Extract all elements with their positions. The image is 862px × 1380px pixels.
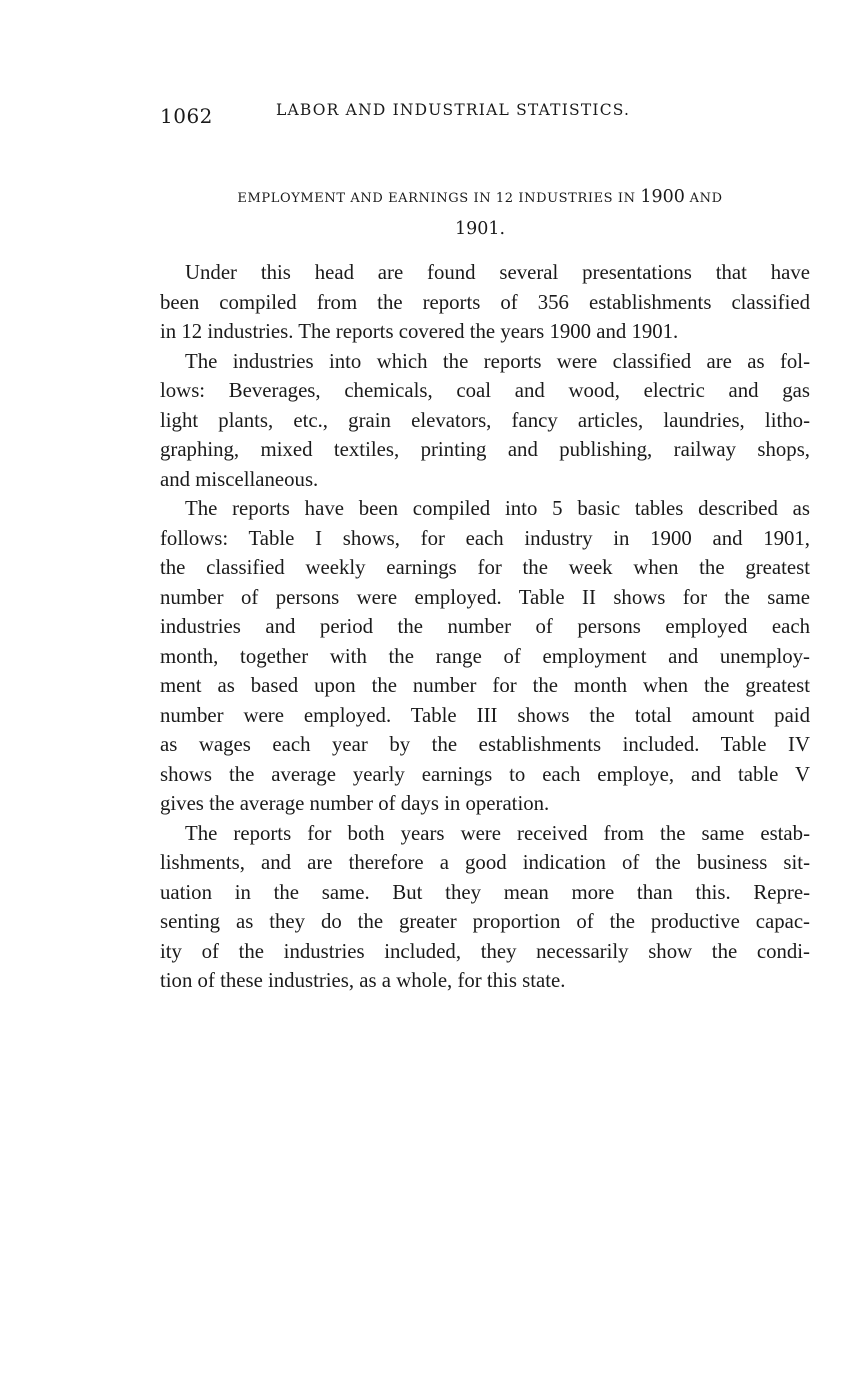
text-line: lishments, and are therefore a good indication of the business sit- [160, 851, 810, 874]
text-line: lows: Beverages, chemicals, coal and wood, electric and gas [160, 379, 810, 402]
text-line: graphing, mixed textiles, printing and publishing, railway shops, [160, 438, 810, 461]
section-title-and: AND [684, 191, 723, 206]
text-line: shows the average yearly earnings to each employe, and table V [160, 762, 810, 786]
paragraph [160, 258, 810, 347]
text-line: ity of the industries included, they necessarily show the condi- [160, 939, 810, 963]
text-line: Under this head are found several presentations that have [185, 261, 810, 284]
text-line: the classified weekly earnings for the week when the greatest [160, 556, 810, 579]
section-title-line-2: 1901. [454, 219, 506, 239]
text-line: The industries into which the reports were classified are as fol- [185, 349, 810, 373]
text-line: The reports have been compiled into 5 basic tables described as [185, 497, 810, 520]
text-line: industries and period the number of persons employed each [160, 615, 810, 638]
text-line: tion of these industries, as a whole, for this state. [160, 969, 566, 992]
text-line: number of persons were employed. Table II shows for the same [160, 585, 810, 609]
section-title [150, 182, 810, 244]
text-line: been compiled from the reports of 356 establishments classified [160, 290, 810, 314]
text-line: gives the average number of days in operation. [160, 792, 550, 815]
body-text [160, 258, 810, 996]
text-line: in 12 industries. The reports covered the years 1900 and 1901. [160, 320, 679, 343]
paragraph [160, 819, 810, 996]
text-line: ment as based upon the number for the month when the greatest [160, 674, 810, 697]
paragraph [160, 494, 810, 819]
text-line: number were employed. Table III shows the total amount paid [160, 703, 810, 727]
page-number: 1062 [160, 104, 213, 128]
text-line: The reports for both years were received from the same estab- [185, 821, 810, 845]
running-head: LABOR AND INDUSTRIAL STATISTICS. [276, 101, 631, 119]
text-line: and miscellaneous. [160, 467, 319, 491]
text-line: light plants, etc., grain elevators, fancy articles, laundries, litho- [160, 408, 810, 432]
paragraph [160, 347, 810, 495]
section-title-year-1: 1900 [640, 187, 685, 207]
text-line: as wages each year by the establishments included. Table IV [160, 733, 810, 756]
section-title-text: EMPLOYMENT AND EARNINGS IN 12 INDUSTRIES IN [237, 191, 641, 206]
text-line: follows: Table I shows, for each industry in 1900 and 1901, [160, 526, 810, 550]
text-line: uation in the same. But they mean more than this. Repre- [160, 880, 810, 904]
text-line: month, together with the range of employment and unemploy- [160, 644, 810, 668]
text-line: senting as they do the greater proportion of the productive capac- [160, 910, 810, 933]
section-title-line-1 [150, 182, 810, 214]
